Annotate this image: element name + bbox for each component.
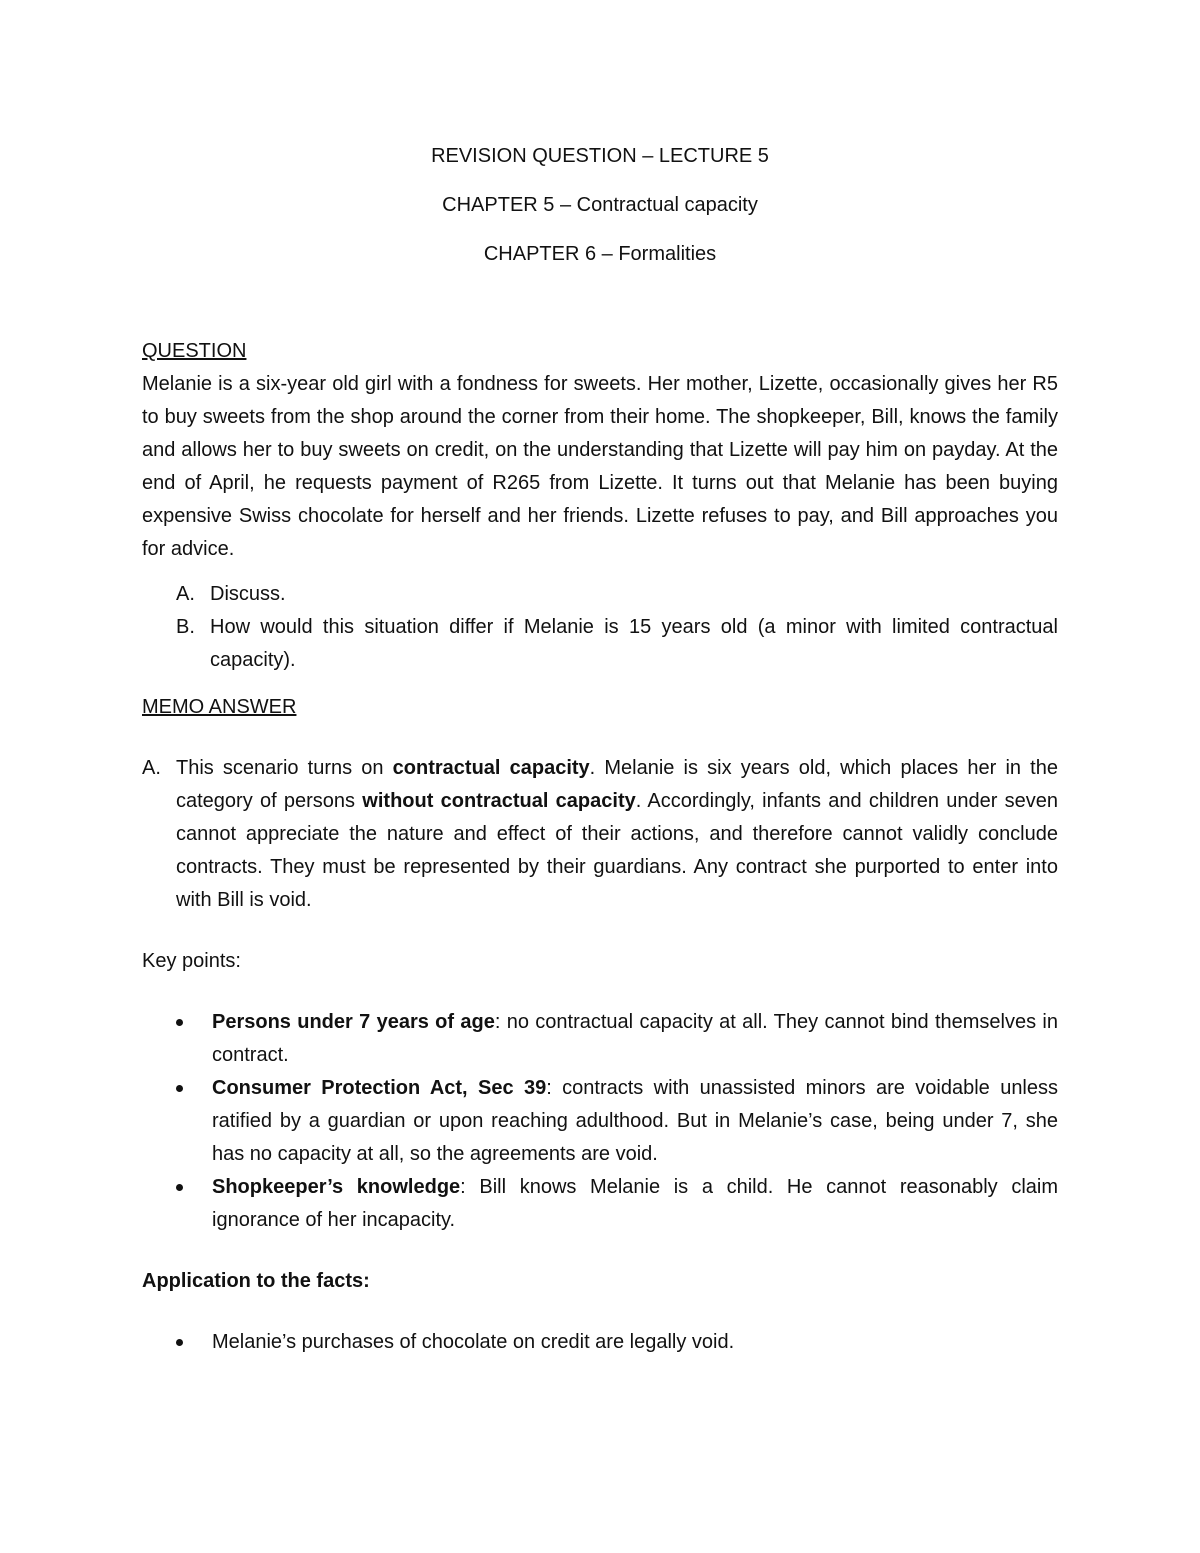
- bullet-icon: [142, 1171, 212, 1237]
- memo-heading: MEMO ANSWER: [142, 696, 297, 718]
- key-point-item: [142, 1072, 1058, 1171]
- question-heading: QUESTION: [142, 340, 247, 362]
- question-item-text: Discuss.: [210, 583, 286, 605]
- key-point-rest: : no contractual capacity at all. They cannot bind themselves in contract.: [212, 1011, 1058, 1066]
- key-points-list: [142, 1006, 1058, 1237]
- key-point-bold: Consumer Protection Act, Sec 39: [212, 1077, 547, 1099]
- memo-answer-bold: without contractual capacity: [362, 790, 636, 812]
- key-point-item: [142, 1006, 1058, 1072]
- key-point-rest: : contracts with unassisted minors are voidable unless ratified by a guardian or upon reaching adulthood. But in Melanie’s case, being under 7, she has no capacity at all, so the agreements are void.: [212, 1077, 1059, 1165]
- key-point-rest: : Bill knows Melanie is a child. He cannot reasonably claim ignorance of her incapacity.: [212, 1176, 1058, 1231]
- memo-answer-list: [142, 752, 1058, 917]
- key-point-bold: Shopkeeper’s knowledge: [212, 1176, 461, 1198]
- question-paragraph: Melanie is a six-year old girl with a fondness for sweets. Her mother, Lizette, occasionally gives her R5 to buy sweets from the shop around the corner from their home. The shopkeeper, Bill, knows the family and allows her to buy sweets on credit, on the understanding that Lizette will pay him on payday. At the end of April, he requests payment of R265 from Lizette. It turns out that Melanie has been buying expensive Swiss chocolate for herself and her friends. Lizette refuses to pay, and Bill approaches you for advice.: [142, 373, 1058, 560]
- key-point-text: [212, 1072, 1058, 1171]
- application-heading: Application to the facts:: [142, 1270, 370, 1292]
- title-line-revision: REVISION QUESTION – LECTURE 5: [431, 145, 769, 167]
- memo-answer-part: . Accordingly, infants and children under seven cannot appreciate the nature and effect of their actions, and therefore cannot validly conclude contracts. They must be represented by their guardians. Any contract she purported to enter into with Bill is void.: [176, 790, 1058, 911]
- memo-answer-part: This scenario turns on: [176, 757, 393, 779]
- question-item-marker: A.: [176, 583, 195, 605]
- question-item-text: How would this situation differ if Melanie is 15 years old (a minor with limited contractual capacity).: [210, 616, 1058, 671]
- question-item-a: [142, 578, 1058, 611]
- application-point-text: Melanie’s purchases of chocolate on credit are legally void.: [212, 1331, 735, 1353]
- bullet-icon: [142, 1072, 212, 1171]
- key-point-bold: Persons under 7 years of age: [212, 1011, 495, 1033]
- application-point-item: [142, 1326, 1058, 1359]
- bullet-icon: [142, 1326, 212, 1359]
- application-list: [142, 1326, 1058, 1359]
- document-content: [142, 140, 1058, 1359]
- memo-answer-part: . Melanie is six years old, which places her in the category of persons: [176, 757, 1058, 812]
- memo-answer-a: [142, 752, 1058, 917]
- key-point-text: [212, 1006, 1058, 1072]
- question-item-marker: B.: [176, 616, 195, 638]
- question-item-b: [142, 611, 1058, 677]
- key-point-text: [212, 1171, 1058, 1237]
- key-points-label: Key points:: [142, 950, 241, 972]
- question-sub-list: [142, 578, 1058, 677]
- title-line-chapter-5: CHAPTER 5 – Contractual capacity: [442, 194, 758, 216]
- memo-answer-bold: contractual capacity: [392, 757, 590, 779]
- bullet-icon: [142, 1006, 212, 1072]
- key-point-item: [142, 1171, 1058, 1237]
- title-line-chapter-6: CHAPTER 6 – Formalities: [483, 243, 717, 265]
- memo-answer-marker: A.: [142, 757, 161, 779]
- memo-answer-text: [176, 752, 1058, 917]
